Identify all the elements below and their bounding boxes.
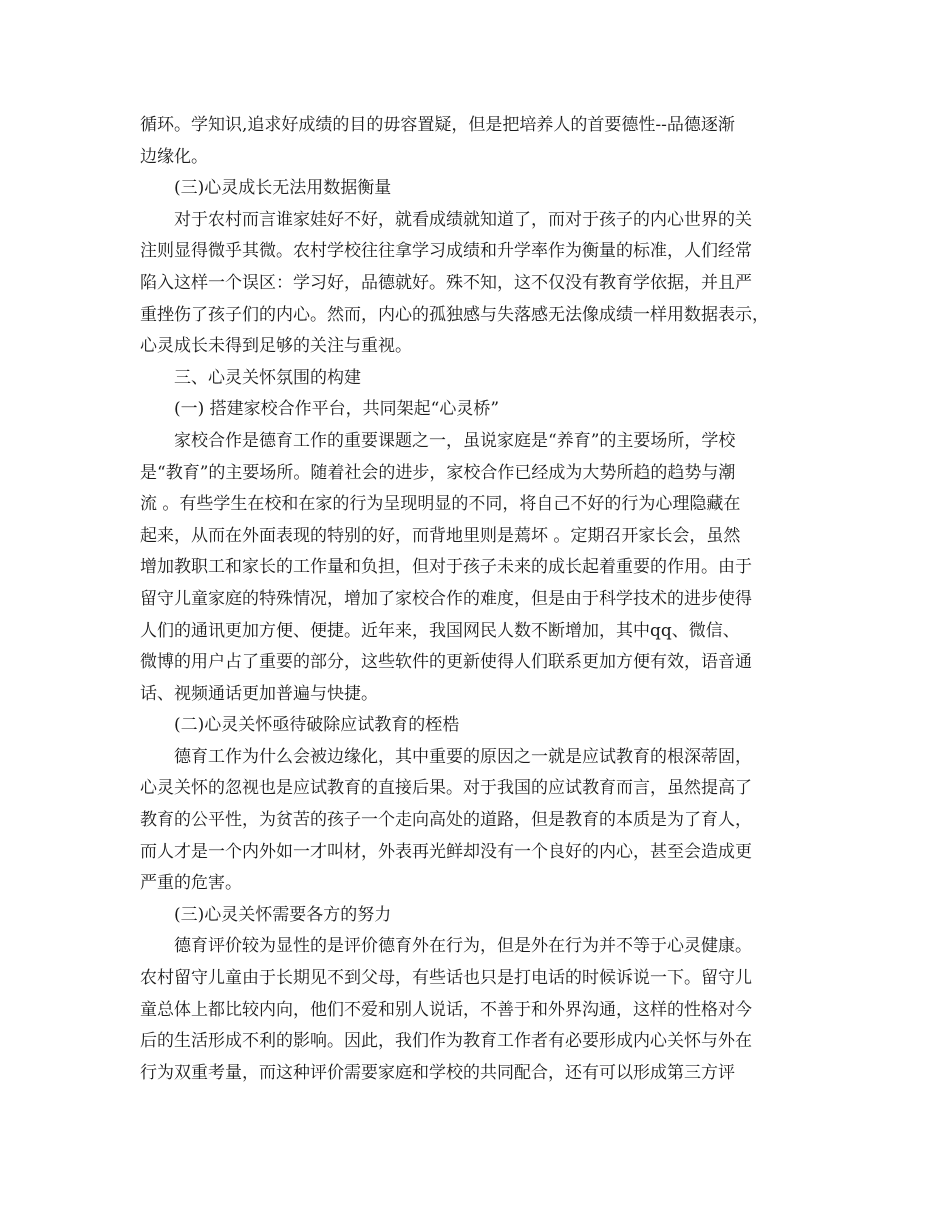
text-line: 对于农村而言谁家娃好不好，就看成绩就知道了，而对于孩子的内心世界的关 [174,209,752,230]
text-line: 而人才是一个内外如一才叫材，外表再光鲜却没有一个良好的内心，甚至会造成更 [140,841,752,862]
text-line: 童总体上都比较内向，他们不爱和别人说话，不善于和外界沟通，这样的性格对今 [140,999,752,1020]
text-line: 话、视频通话更加普遍与快捷。 [140,683,378,704]
section-heading: (二)心灵关怀亟待破除应试教育的桎梏 [174,715,460,736]
text-line: 行为双重考量，而这种评价需要家庭和学校的共同配合，还有可以形成第三方评 [140,1062,735,1083]
text-line: 起来，从而在外面表现的特别的好，而背地里则是蔫坏 。定期召开家长会，虽然 [140,525,741,546]
text-line: 后的生活形成不利的影响。因此，我们作为教育工作者有必要形成内心关怀与外在 [140,1031,752,1052]
text-line: 流 。有些学生在校和在家的行为呈现明显的不同，将自己不好的行为心理隐藏在 [140,494,741,515]
text-line: 人们的通讯更加方便、便捷。近年来，我国网民人数不断增加，其中qq、微信、 [140,620,740,641]
text-line: 心灵关怀的忽视也是应试教育的直接后果。对于我国的应试教育而言，虽然提高了 [140,778,752,799]
text-line: 是“教育”的主要场所。随着社会的进步，家校合作已经成为大势所趋的趋势与潮 [140,462,736,483]
text-line: 注则显得微乎其微。农村学校往往拿学习成绩和升学率作为衡量的标准，人们经常 [140,241,752,262]
text-line: 严重的危害。 [140,873,242,894]
body-text [140,110,820,1089]
text-line: 农村留守儿童由于长期见不到父母，有些话也只是打电话的时候诉说一下。留守儿 [140,968,752,989]
text-line: 留守儿童家庭的特殊情况，增加了家校合作的难度，但是由于科学技术的进步使得 [140,588,752,609]
text-line: 陷入这样一个误区：学习好，品德就好。殊不知，这不仅没有教育学依据，并且严 [140,272,752,293]
text-line: 德育评价较为显性的是评价德育外在行为，但是外在行为并不等于心灵健康。 [174,936,752,957]
text-line: 循环。学知识,追求好成绩的目的毋容置疑，但是把培养人的首要德性--品德逐渐 [140,115,735,135]
text-line: 增加教职工和家长的工作量和负担，但对于孩子未来的成长起着重要的作用。由于 [140,557,752,578]
text-line: 心灵成长未得到足够的关注与重视。 [140,336,412,357]
text-line: 边缘化。 [140,146,208,167]
text-line: 重挫伤了孩子们的内心。然而，内心的孤独感与失落感无法像成绩一样用数据表示， [140,304,769,325]
section-heading: (三)心灵成长无法用数据衡量 [174,178,392,199]
text-line: 微博的用户占了重要的部分，这些软件的更新使得人们联系更加方便有效，语音通 [140,652,752,673]
section-heading: (三)心灵关怀需要各方的努力 [174,904,392,925]
text-line: 教育的公平性，为贫苦的孩子一个走向高处的道路，但是教育的本质是为了育人， [140,810,752,831]
text-line: 家校合作是德育工作的重要课题之一，虽说家庭是“养育”的主要场所，学校 [174,430,736,451]
section-heading: (一) 搭建家校合作平台，共同架起“心灵桥” [174,399,500,420]
text-line: 德育工作为什么会被边缘化，其中重要的原因之一就是应试教育的根深蒂固， [174,746,752,767]
section-heading: 三、心灵关怀氛围的构建 [174,367,361,388]
